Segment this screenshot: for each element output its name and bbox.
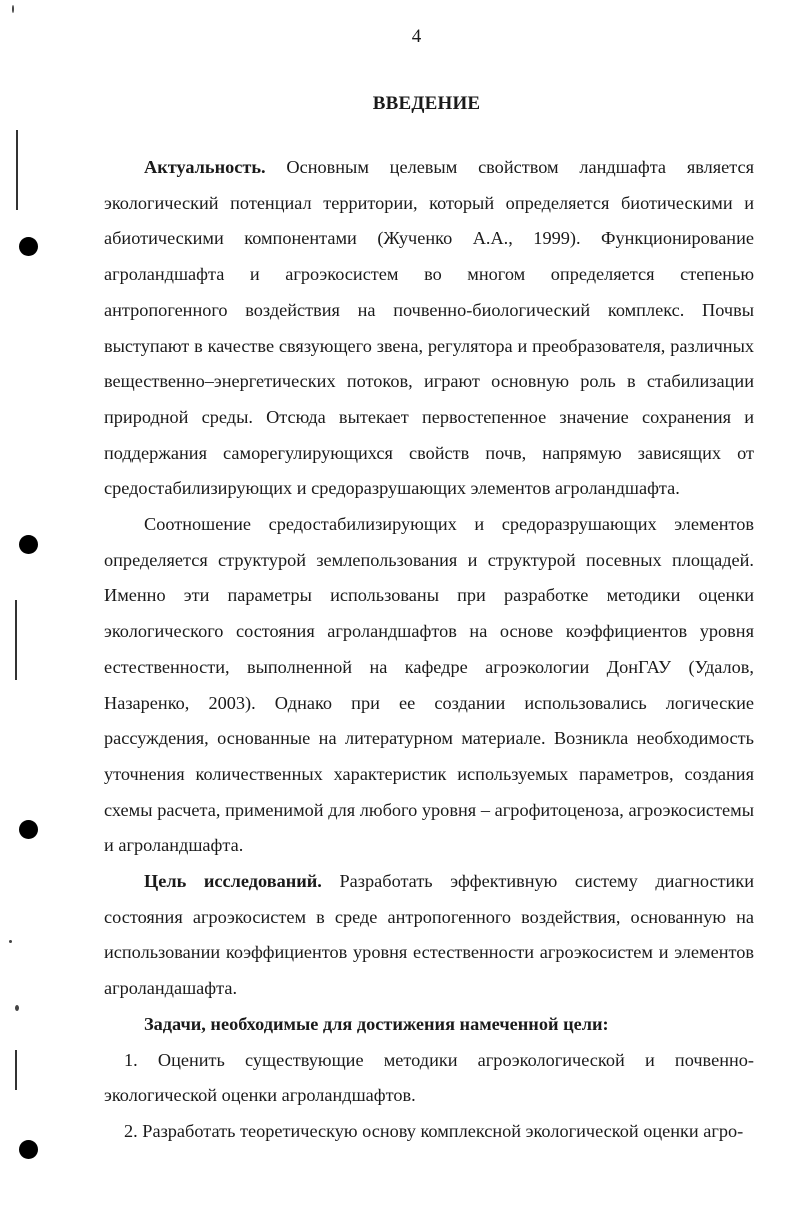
body-text bbox=[104, 150, 754, 1150]
scan-mark bbox=[16, 130, 18, 210]
punch-hole bbox=[19, 237, 38, 256]
paragraph-ratio bbox=[104, 507, 754, 864]
punch-hole bbox=[19, 1140, 38, 1159]
paragraph-label: Актуальность. bbox=[144, 157, 266, 177]
paragraph-goal bbox=[104, 864, 754, 1007]
scan-speck bbox=[12, 5, 14, 13]
tasks-heading bbox=[104, 1007, 754, 1043]
punch-hole bbox=[19, 820, 38, 839]
punch-hole bbox=[19, 535, 38, 554]
page-number: 4 bbox=[411, 26, 422, 47]
task-item-1: 1. Оценить существующие методики агроэкологической и почвенно-экологической оценки агроландшафтов. bbox=[104, 1049, 754, 1106]
paragraph-label: Цель исследований. bbox=[144, 871, 322, 892]
scan-speck bbox=[9, 940, 12, 943]
paragraph-body: Основным целевым свойством ландшафта является экологический потенциал территории, который определяется биотическими и абиотическими компонентами (Жученко А.А., 1999). Функционирование агроландшафта и агроэкосистем во многом определяется степенью антропогенного воздействия на почвенно-биологический комплекс. Почвы выступают в качестве связующего звена, регулятора и преобразователя, различных вещественно–энергетических потоков, играют основную роль в стабилизации природной среды. Отсюда вытекает первостепенное значение сохранения и поддержания саморегулирующихся свойств почв, напрямую зависящих от средостабилизирующих и средоразрушающих элементов агроландшафта. bbox=[104, 157, 754, 499]
paragraph-body: Соотношение средостабилизирующих и средоразрушающих элементов определяется структурой землепользования и структурой посевных площадей. Именно эти параметры использованы при разработке методики оценки экологического состояния агроландшафтов на основе коэффициентов уровня естественности, выполненной на кафедре агроэкологии ДонГАУ (Удалов, Назаренко, 2003). Однако при ее создании использовались логические рассуждения, основанные на литературном материале. Возникла необходимость уточнения количественных характеристик используемых параметров, создания схемы расчета, применимой для любого уровня – агрофитоценоза, агроэкосистемы и агроландшафта. bbox=[104, 514, 754, 856]
scan-mark bbox=[15, 1050, 17, 1090]
scan-speck bbox=[15, 1005, 19, 1011]
paragraph-relevance bbox=[104, 150, 754, 507]
section-heading: ВВЕДЕНИЕ bbox=[372, 93, 481, 114]
paragraph-body: Разработать эффективную систему диагностики состояния агроэкосистем в среде антропогенного воздействия, основанную на использовании коэффициентов уровня естественности агроэкосистем и элементов агроландашафта. bbox=[104, 871, 754, 999]
task-item-2: 2. Разработать теоретическую основу комплексной экологической оценки агро- bbox=[124, 1120, 744, 1141]
tasks-heading-text: Задачи, необходимые для достижения намеченной цели: bbox=[144, 1013, 609, 1034]
scan-mark bbox=[15, 600, 17, 680]
